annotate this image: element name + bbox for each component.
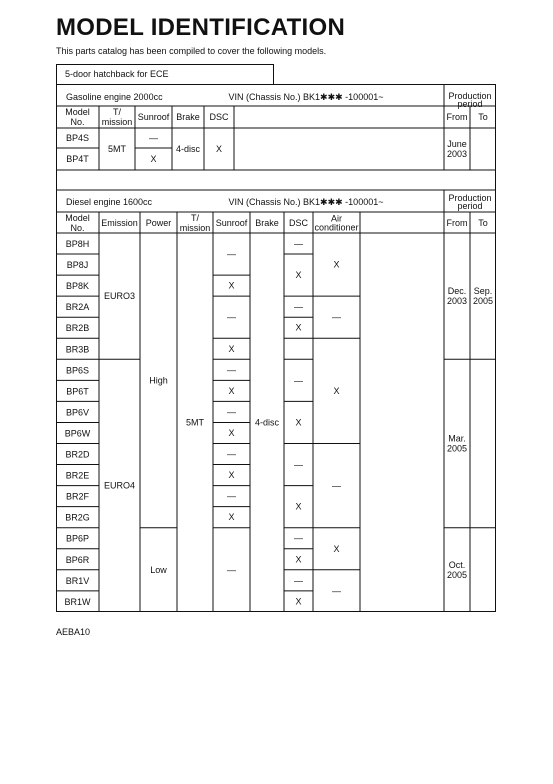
diesel-header-model: No. (70, 223, 85, 233)
diesel-period-to: Sep. (473, 286, 493, 297)
diesel-air-conditioner-mark: — (332, 585, 341, 596)
diesel-model-BR2A: BR2A (65, 302, 90, 313)
diesel-period-from: Oct. (448, 559, 466, 570)
diesel-sunroof-mark: X (228, 512, 235, 523)
diesel-air-conditioner-mark: — (332, 480, 341, 491)
diesel-period-from: Dec. (447, 286, 467, 297)
diesel-air-conditioner-mark: — (332, 312, 341, 323)
diesel-air-conditioner-mark: X (333, 259, 340, 270)
variant-tab: 5-door hatchback for ECE (56, 64, 274, 84)
gas-header-sunroof: Sunroof (137, 112, 170, 122)
gas-production-from: 2003 (446, 149, 468, 159)
gas-dsc: X (215, 144, 223, 154)
gas-model-BP4S: BP4S (65, 133, 90, 143)
power-high: High (149, 375, 168, 386)
diesel-header-air-conditioner: Air (331, 213, 342, 224)
diesel-sunroof-mark: X (228, 470, 235, 481)
diesel-header-model: Model (65, 213, 90, 223)
gas-header-to: To (478, 112, 488, 122)
diesel-sunroof-mark: — (227, 491, 236, 502)
diesel-period-from: 2003 (446, 296, 468, 307)
diesel-model-BP6W: BP6W (64, 428, 91, 439)
power-low: Low (150, 564, 167, 575)
diesel-period-from: Mar. (448, 433, 466, 444)
diesel-dsc-mark: X (295, 501, 302, 512)
diesel-dsc-mark: — (294, 459, 303, 470)
footer-code: AEBA10 (56, 627, 91, 637)
diesel-sunroof-mark: — (227, 364, 236, 375)
diesel-header-dsc: DSC (288, 218, 309, 228)
diesel-sunroof-mark: — (227, 249, 236, 260)
diesel-header-emission: Emission (101, 218, 138, 228)
diesel-model-BP6S: BP6S (65, 365, 90, 376)
diesel-header-sunroof: Sunroof (215, 218, 248, 228)
diesel-sunroof-mark: X (228, 427, 235, 438)
diesel-model-BR2E: BR2E (65, 470, 90, 481)
gas-vin-label: VIN (Chassis No.) BK1✱✱✱ -100001~ (228, 92, 384, 102)
gas-production-period-header: Production (448, 91, 492, 101)
diesel-sunroof-mark: — (227, 312, 236, 323)
diesel-dsc-mark: X (295, 596, 302, 607)
diesel-header-power: Power (145, 218, 172, 228)
emission-euro4: EURO4 (103, 480, 136, 491)
diesel-production-period-header: period (457, 201, 483, 211)
diesel-model-BP8K: BP8K (65, 281, 90, 292)
intro-text: This parts catalog has been compiled to cover the following models. (56, 46, 327, 56)
gas-production-period-header: period (457, 99, 483, 109)
gas-header-transmission: T/ (113, 107, 121, 117)
diesel-period-to: 2005 (472, 296, 494, 307)
gas-model-BP4T: BP4T (66, 154, 89, 164)
gas-brake: 4-disc (175, 144, 201, 154)
gas-header-brake: Brake (176, 112, 200, 122)
diesel-sunroof-mark: X (228, 280, 235, 291)
diesel-model-BR2B: BR2B (65, 323, 90, 334)
diesel-dsc-mark: — (294, 238, 303, 249)
diesel-model-BR2G: BR2G (65, 512, 90, 523)
diesel-sunroof-mark: X (228, 343, 235, 354)
diesel-model-BP6V: BP6V (65, 407, 90, 418)
gas-transmission: 5MT (108, 144, 126, 154)
diesel-vin-label: VIN (Chassis No.) BK1✱✱✱ -100001~ (228, 197, 384, 207)
diesel-header-from: From (446, 218, 468, 228)
diesel-production-period-header: Production (448, 193, 492, 203)
gas-production-from: June (447, 139, 467, 149)
diesel-model-BP8H: BP8H (65, 239, 90, 249)
gas-header-transmission: mission (101, 117, 133, 127)
diesel-model-BR3B: BR3B (65, 344, 90, 355)
diesel-dsc-mark: X (295, 270, 302, 281)
diesel-period-from: 2005 (446, 569, 468, 580)
diesel-model-BP8J: BP8J (66, 260, 89, 271)
diesel-model-BP6P: BP6P (65, 533, 90, 544)
diesel-header-transmission: T/ (191, 213, 199, 223)
diesel-sunroof-mark: — (227, 406, 236, 417)
diesel-header-transmission: mission (179, 223, 211, 233)
diesel-sunroof-mark: — (227, 564, 236, 575)
diesel-model-BR2F: BR2F (65, 491, 90, 502)
diesel-period-from: 2005 (446, 443, 468, 454)
diesel-model-BR1W: BR1W (64, 596, 91, 607)
diesel-dsc-mark: X (295, 554, 302, 565)
diesel-dsc-mark: — (294, 375, 303, 386)
diesel-dsc-mark: — (294, 575, 303, 586)
diesel-model-BR1V: BR1V (65, 575, 90, 586)
gas-header-model: No. (70, 117, 85, 127)
diesel-air-conditioner-mark: X (333, 543, 340, 554)
diesel-model-BR2D: BR2D (65, 449, 90, 460)
diesel-air-conditioner-mark: X (333, 385, 340, 396)
diesel-header-air-conditioner: conditioner (314, 222, 359, 233)
gas-sunroof-mark: — (149, 133, 158, 143)
page-title: MODEL IDENTIFICATION (56, 14, 346, 41)
diesel-header-brake: Brake (255, 218, 279, 228)
diesel-model-BP6R: BP6R (65, 554, 90, 565)
diesel-sunroof-mark: X (228, 385, 235, 396)
gas-header-model: Model (65, 107, 90, 117)
emission-euro3: EURO3 (103, 291, 136, 302)
diesel-engine-label: Diesel engine 1600cc (66, 197, 153, 207)
diesel-header-to: To (478, 218, 488, 228)
diesel-dsc-mark: X (295, 417, 302, 428)
diesel-brake: 4-disc (254, 417, 280, 428)
gas-sunroof-mark: X (150, 154, 157, 164)
diesel-dsc-mark: — (294, 533, 303, 544)
diesel-sunroof-mark: — (227, 449, 236, 460)
gas-header-dsc: DSC (209, 112, 229, 122)
diesel-dsc-mark: X (295, 322, 302, 333)
diesel-dsc-mark: — (294, 301, 303, 312)
diesel-model-BP6T: BP6T (66, 386, 89, 397)
gas-engine-label: Gasoline engine 2000cc (66, 92, 163, 102)
gas-header-from: From (446, 112, 468, 122)
diesel-transmission: 5MT (186, 417, 204, 428)
